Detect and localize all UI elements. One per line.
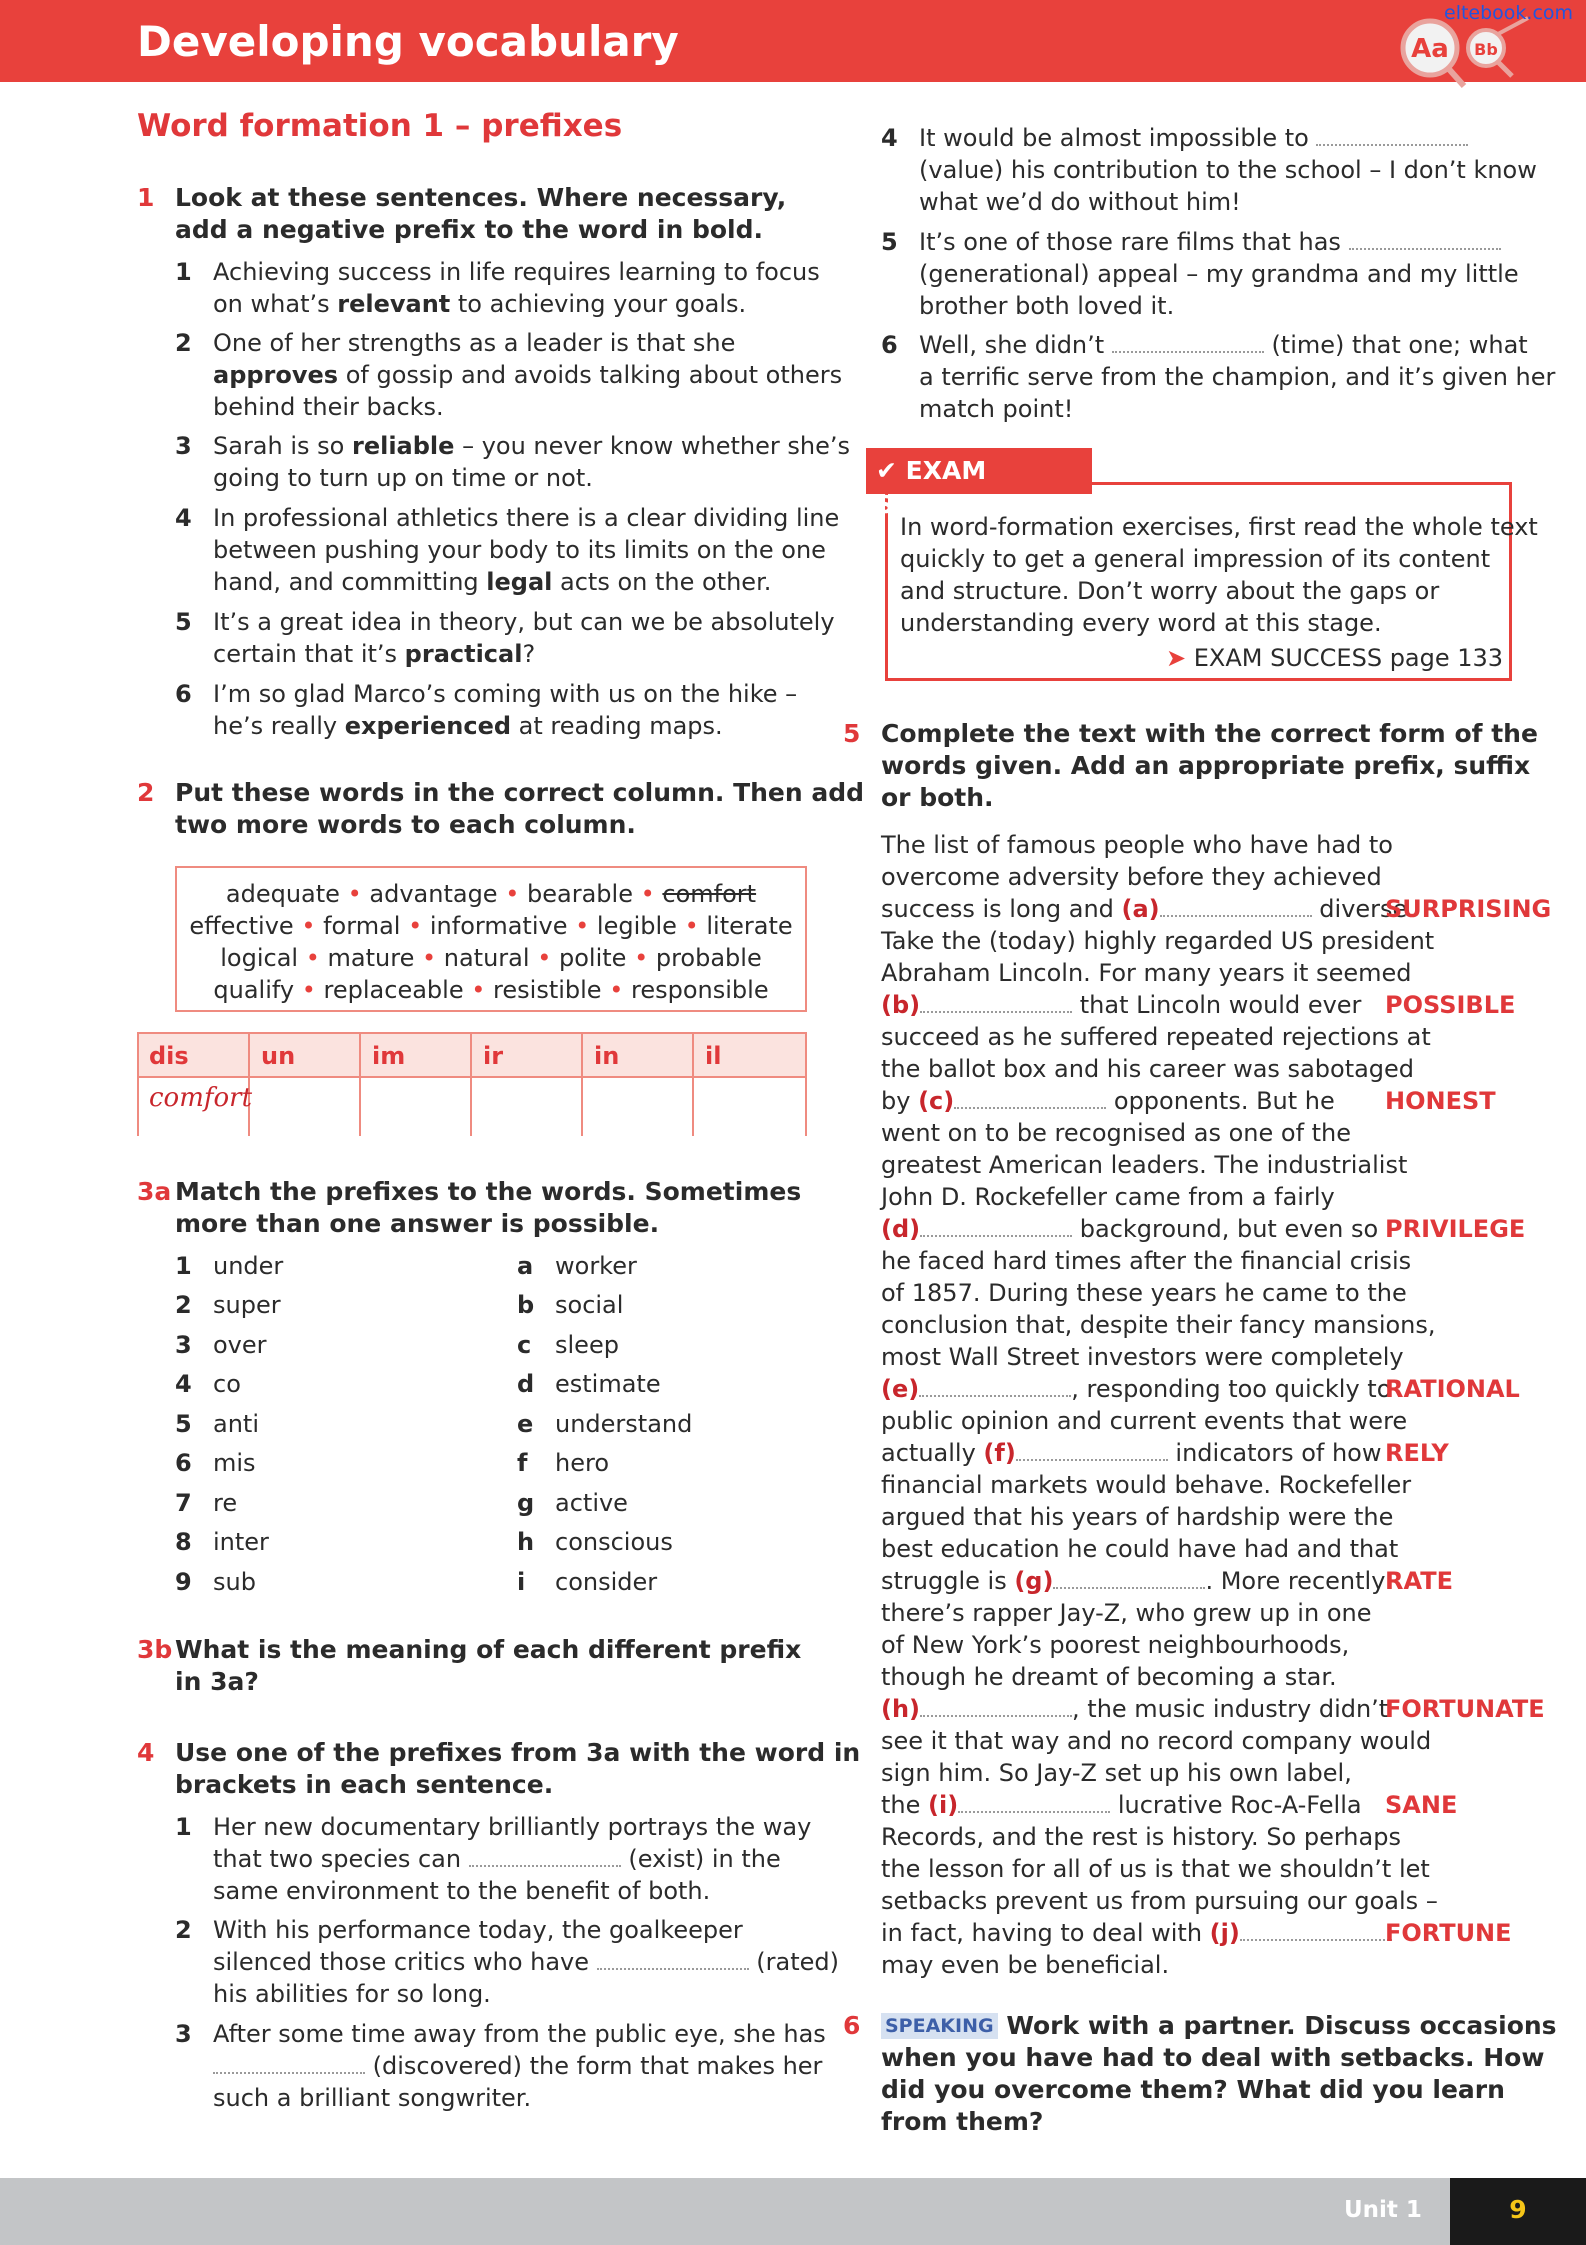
passage-line: best education he could have had and that [881, 1535, 1399, 1563]
ex4-number: 4 [137, 1738, 155, 1767]
word: advantage [369, 880, 498, 908]
passage-line: see it that way and no record company would [881, 1727, 1432, 1755]
passage-line: sign him. So Jay-Z set up his own label, [881, 1759, 1352, 1787]
word: sleep [555, 1331, 619, 1359]
text: background, but even so [1072, 1215, 1379, 1243]
table-divider [581, 1034, 583, 1136]
ex5-instruction-line3: or both. [881, 783, 994, 812]
passage-line: The list of famous people who have had to [881, 831, 1393, 859]
gap-letter: (c) [918, 1087, 955, 1115]
passage-line: of 1857. During these years he came to the [881, 1279, 1407, 1307]
item-letter: b [517, 1291, 535, 1319]
answer-gap[interactable] [597, 1950, 749, 1970]
passage-line: went on to be recognised as one of the [881, 1119, 1352, 1147]
word-box-row [177, 910, 805, 942]
passage-line: setbacks prevent us from pursuing our goals – [881, 1887, 1438, 1915]
word-box [175, 866, 807, 1012]
ex6-instruction-line2: when you have had to deal with setbacks. How [881, 2043, 1545, 2072]
item-number: 7 [175, 1489, 192, 1517]
gap-letter: (a) [1121, 895, 1160, 923]
check-icon: ✔ [876, 456, 897, 485]
text: by [881, 1087, 919, 1115]
prefix: under [213, 1252, 284, 1280]
answer-gap[interactable] [920, 993, 1072, 1013]
passage-line: financial markets would behave. Rockefeller [881, 1471, 1412, 1499]
ex6-number: 6 [843, 2011, 861, 2040]
ex1-item-number: 2 [175, 329, 192, 357]
ex1-instruction: Look at these sentences. Where necessary, add a negative prefix to the word in bold. [175, 183, 787, 244]
item-letter: d [517, 1370, 535, 1398]
ex1-item-2-line: One of her strengths as a leader is that she [213, 329, 736, 357]
speaking-tag: SPEAKING [881, 2013, 998, 2039]
text: to achieving your goals. [450, 290, 747, 318]
ex1-item-1-line2 [213, 288, 746, 320]
text: diverse. [1311, 895, 1415, 923]
exam-success-border [1092, 482, 1512, 485]
answer-gap[interactable] [958, 1793, 1110, 1813]
table-header-cell: in [594, 1042, 620, 1070]
answer-gap[interactable] [1016, 1441, 1168, 1461]
ex5-instruction-line1: Complete the text with the correct form of the [881, 719, 1538, 748]
answer-gap[interactable] [1160, 897, 1312, 917]
word: consider [555, 1568, 658, 1596]
gap-letter: (d) [881, 1215, 921, 1243]
text: opponents. But he [1106, 1087, 1335, 1115]
answer-gap[interactable] [1240, 1921, 1392, 1941]
ex1-number: 1 [137, 183, 155, 212]
text: Sarah is so [213, 432, 352, 460]
word: mature [327, 944, 415, 972]
gap-letter: (e) [881, 1375, 920, 1403]
passage-line: the ballot box and his career was sabotaged [881, 1055, 1415, 1083]
word: formal [323, 912, 401, 940]
prefix: anti [213, 1410, 259, 1438]
exam-success-badge [866, 448, 1092, 519]
ex4-instruction-line2: brackets in each sentence. [175, 1770, 554, 1799]
passage-line: Abraham Lincoln. For many years it seemed [881, 959, 1412, 987]
bold-word: practical [404, 640, 523, 668]
passage-line: though he dreamt of becoming a star. [881, 1663, 1337, 1691]
word: estimate [555, 1370, 661, 1398]
watermark: eltebook.com [1444, 2, 1574, 24]
text: on what’s [213, 290, 338, 318]
table-divider [692, 1034, 694, 1136]
passage-line [881, 1917, 1392, 1949]
passage-line: Take the (today) highly regarded US president [881, 927, 1435, 955]
word: adequate [225, 880, 340, 908]
passage-line: of New York’s poorest neighbourhoods, [881, 1631, 1350, 1659]
table-divider [359, 1034, 361, 1136]
prefix: re [213, 1489, 238, 1517]
ex3a-instruction-line1: Match the prefixes to the words. Sometimes [175, 1177, 802, 1206]
ex1-item-number: 5 [175, 608, 192, 636]
passage-line [881, 1789, 1362, 1821]
prefix: sub [213, 1568, 256, 1596]
exam-success-text: quickly to get a general impression of its content [900, 545, 1491, 573]
table-header-cell: un [261, 1042, 296, 1070]
word: social [555, 1291, 624, 1319]
passage-line: overcome adversity before they achieved [881, 863, 1382, 891]
word-box-row [177, 974, 805, 1006]
word: effective [189, 912, 294, 940]
ex4-item-number: 3 [175, 2020, 192, 2048]
word: probable [655, 944, 762, 972]
passage-line [881, 989, 1361, 1021]
text: It would be almost impossible to [919, 124, 1317, 152]
prompt-word: RATE [1385, 1567, 1453, 1595]
ex1-item-2-line3: behind their backs. [213, 393, 444, 421]
ex1-item-6-line2 [213, 710, 723, 742]
passage-line [881, 1437, 1382, 1469]
table-example-entry: comfort [149, 1083, 253, 1113]
gap-letter: (f) [983, 1439, 1016, 1467]
ex1-item-5-line: It’s a great idea in theory, but can we be absolutely [213, 608, 835, 636]
ex4-item-6-line [919, 329, 1528, 361]
exam-success-text: In word-formation exercises, first read the whole text [900, 513, 1538, 541]
ex3b-instruction-line2: in 3a? [175, 1667, 259, 1696]
word: polite [558, 944, 627, 972]
text: struggle is [881, 1567, 1015, 1595]
word: literate [706, 912, 793, 940]
bold-word: approves [213, 361, 339, 389]
passage-line [881, 1085, 1335, 1117]
answer-gap[interactable] [1316, 126, 1468, 146]
passage-line [881, 893, 1415, 925]
text: (rated) [748, 1948, 839, 1976]
text: that Lincoln would ever [1072, 991, 1362, 1019]
word: qualify [213, 976, 295, 1004]
passage-line: public opinion and current events that were [881, 1407, 1408, 1435]
text: , the music industry didn’t [1072, 1695, 1389, 1723]
bullet-icon: • [640, 880, 655, 908]
ex3b-number: 3b [137, 1635, 173, 1664]
item-letter: a [517, 1252, 534, 1280]
passage-line [881, 1373, 1391, 1405]
passage-line: may even be beneficial. [881, 1951, 1170, 1979]
ex1-item-number: 3 [175, 432, 192, 460]
prompt-word: SANE [1385, 1791, 1458, 1819]
bullet-icon: • [609, 976, 624, 1004]
ex4-item-4-line [919, 122, 1468, 154]
table-header-cell: im [372, 1042, 406, 1070]
word: logical [220, 944, 299, 972]
text: – you never know whether she’s [454, 432, 851, 460]
exam-success-text: and structure. Don’t worry about the gaps or [900, 577, 1440, 605]
ex1-item-number: 4 [175, 504, 192, 532]
gap-letter: (h) [881, 1695, 921, 1723]
text: certain that it’s [213, 640, 405, 668]
ex1-item-number: 6 [175, 680, 192, 708]
word: conscious [555, 1528, 673, 1556]
text: ? [522, 640, 536, 668]
prompt-word: POSSIBLE [1385, 991, 1516, 1019]
prompt-word: FORTUNATE [1385, 1695, 1545, 1723]
passage-line [881, 1693, 1388, 1725]
ex6-instruction-line1 [881, 2010, 1557, 2042]
item-number: 3 [175, 1331, 192, 1359]
bullet-icon: • [505, 880, 520, 908]
page-number: 9 [1509, 2195, 1527, 2224]
table-header-cell: dis [149, 1042, 189, 1070]
text: success is long and [881, 895, 1122, 923]
bullet-icon: • [301, 976, 316, 1004]
passage-line: there’s rapper Jay-Z, who grew up in one [881, 1599, 1372, 1627]
ex4-item-5-line2: (generational) appeal – my grandma and my little [919, 260, 1519, 288]
text: indicators of how [1167, 1439, 1382, 1467]
ex4-item-2-line3: his abilities for so long. [213, 1980, 491, 2008]
ex2-instruction-line1: Put these words in the correct column. Then add [175, 778, 865, 807]
item-letter: h [517, 1528, 535, 1556]
gap-letter: (i) [928, 1791, 959, 1819]
passage-line: greatest American leaders. The industrialist [881, 1151, 1408, 1179]
ex1-item-3-line [213, 430, 850, 462]
exam-success-reference[interactable] [1166, 642, 1503, 674]
word-struck: comfort [662, 880, 757, 908]
passage-line: John D. Rockefeller came from a fairly [881, 1183, 1335, 1211]
answer-gap[interactable] [920, 1697, 1072, 1717]
item-number: 6 [175, 1449, 192, 1477]
passage-line: the lesson for all of us is that we shouldn’t let [881, 1855, 1430, 1883]
passage-line: he faced hard times after the financial crisis [881, 1247, 1412, 1275]
ex3b-instruction-line1: What is the meaning of each different prefix [175, 1635, 802, 1664]
word: informative [429, 912, 568, 940]
bold-word: legal [486, 568, 553, 596]
logo-bb-text: Bb [1474, 40, 1498, 59]
answer-gap[interactable] [1112, 333, 1264, 353]
item-number: 1 [175, 1252, 192, 1280]
word-box-row [177, 942, 805, 974]
passage-line: Records, and the rest is history. So perhaps [881, 1823, 1401, 1851]
bold-word: reliable [351, 432, 455, 460]
ex1-item-2-line2 [213, 359, 842, 391]
text: It’s one of those rare films that has [919, 228, 1349, 256]
item-letter: e [517, 1410, 534, 1438]
passage-line: most Wall Street investors were completely [881, 1343, 1404, 1371]
ex4-item-5-line [919, 226, 1501, 258]
ex4-item-number: 6 [881, 331, 898, 359]
reference-text: EXAM SUCCESS page 133 [1193, 644, 1504, 672]
text: the [881, 1791, 929, 1819]
prefix-table [137, 1032, 807, 1136]
text: of gossip and avoids talking about others [338, 361, 843, 389]
table-divider [470, 1034, 472, 1136]
item-number: 5 [175, 1410, 192, 1438]
section-title: Word formation 1 – prefixes [137, 108, 623, 144]
prompt-word: SURPRISING [1385, 895, 1552, 923]
text: actually [881, 1439, 984, 1467]
text: he’s really [213, 712, 345, 740]
unit-label: Unit 1 [1344, 2197, 1422, 2223]
table-header-cell: il [705, 1042, 722, 1070]
logo-aa-text: Aa [1411, 34, 1449, 64]
word: worker [555, 1252, 637, 1280]
ex2-number: 2 [137, 778, 155, 807]
exam-success-text: understanding every word at this stage. [900, 609, 1382, 637]
answer-gap[interactable] [954, 1089, 1106, 1109]
text: acts on the other. [552, 568, 772, 596]
item-letter: f [517, 1449, 528, 1477]
ex4-item-1-line3: same environment to the benefit of both. [213, 1877, 711, 1905]
item-number: 8 [175, 1528, 192, 1556]
word-box-row [177, 878, 805, 910]
word: active [555, 1489, 628, 1517]
bullet-icon: • [421, 944, 437, 972]
ex5-number: 5 [843, 719, 861, 748]
gap-letter: (g) [1014, 1567, 1054, 1595]
text: in fact, having to deal with [881, 1919, 1210, 1947]
ex4-item-2-line2 [213, 1946, 839, 1978]
ex4-item-3-line: After some time away from the public eye, she has [213, 2020, 826, 2048]
passage-line: conclusion that, despite their fancy mansions, [881, 1311, 1436, 1339]
ex1-item-number: 1 [175, 258, 192, 286]
text: silenced those critics who have [213, 1948, 597, 1976]
bold-word: relevant [337, 290, 451, 318]
ex1-item-4-line: In professional athletics there is a clear dividing line [213, 504, 840, 532]
ex1-item-4-line2: between pushing your body to its limits on the one [213, 536, 826, 564]
ex4-item-number: 1 [175, 1813, 192, 1841]
prompt-word: PRIVILEGE [1385, 1215, 1526, 1243]
item-number: 2 [175, 1291, 192, 1319]
item-number: 4 [175, 1370, 192, 1398]
bullet-icon: • [471, 976, 486, 1004]
text: Work with a partner. Discuss occasions [1006, 2011, 1557, 2040]
bullet-icon: • [408, 912, 423, 940]
table-header-cell: ir [483, 1042, 504, 1070]
ex4-item-number: 2 [175, 1916, 192, 1944]
passage-line: succeed as he suffered repeated rejections at [881, 1023, 1431, 1051]
vocabulary-logo-icon [1390, 14, 1530, 94]
ex1-item-1-line: Achieving success in life requires learning to focus [213, 258, 820, 286]
prefix: super [213, 1291, 281, 1319]
ex4-item-1-line: Her new documentary brilliantly portrays the way [213, 1813, 812, 1841]
prompt-word: RELY [1385, 1439, 1449, 1467]
answer-gap[interactable] [920, 1217, 1072, 1237]
ex1-item-6-line: I’m so glad Marco’s coming with us on the hike – [213, 680, 798, 708]
ex4-instruction-line1: Use one of the prefixes from 3a with the word in [175, 1738, 861, 1767]
label-text: EXAM SUCCESS [876, 456, 1003, 519]
passage-line: argued that his years of hardship were the [881, 1503, 1394, 1531]
text: Well, she didn’t [919, 331, 1112, 359]
text: hand, and committing [213, 568, 487, 596]
item-letter: i [517, 1568, 526, 1596]
ex4-item-5-line3: brother both loved it. [919, 292, 1175, 320]
answer-gap[interactable] [213, 2054, 365, 2074]
arrow-right-icon: ➤ [1166, 644, 1187, 672]
text: at reading maps. [511, 712, 723, 740]
prompt-word: RATIONAL [1385, 1375, 1520, 1403]
ex5-instruction-line2: words given. Add an appropriate prefix, suffix [881, 751, 1531, 780]
prefix: over [213, 1331, 267, 1359]
ex3a-number: 3a [137, 1177, 172, 1206]
word: natural [443, 944, 530, 972]
bullet-icon: • [537, 944, 552, 972]
ex1-item-5-line2 [213, 638, 535, 670]
item-number: 9 [175, 1568, 192, 1596]
gap-letter: (b) [881, 991, 921, 1019]
bullet-icon: • [684, 912, 699, 940]
passage-line [881, 1213, 1378, 1245]
word: understand [555, 1410, 693, 1438]
ex4-item-number: 4 [881, 124, 898, 152]
word: replaceable [323, 976, 464, 1004]
ex4-item-number: 5 [881, 228, 898, 256]
prompt-word: FORTUNE [1385, 1919, 1512, 1947]
prompt-word: HONEST [1385, 1087, 1496, 1115]
page-number-box [1450, 2178, 1586, 2245]
word: legible [596, 912, 677, 940]
text: (discovered) the form that makes her [365, 2052, 823, 2080]
item-letter: g [517, 1489, 535, 1517]
text: (time) that one; what [1263, 331, 1528, 359]
ex4-item-2-line: With his performance today, the goalkeeper [213, 1916, 743, 1944]
word: responsible [631, 976, 769, 1004]
ex4-item-6-line2: a terrific serve from the champion, and it’s given her [919, 363, 1556, 391]
word: bearable [527, 880, 633, 908]
prefix: co [213, 1370, 241, 1398]
bullet-icon: • [634, 944, 649, 972]
gap-letter: (j) [1209, 1919, 1240, 1947]
prefix: inter [213, 1528, 269, 1556]
answer-gap[interactable] [469, 1847, 621, 1867]
text: lucrative Roc-A-Fella [1110, 1791, 1362, 1819]
text: . More recently [1205, 1567, 1386, 1595]
ex4-item-4-line3: what we’d do without him! [919, 188, 1241, 216]
answer-gap[interactable] [1053, 1569, 1205, 1589]
ex4-item-4-line2: (value) his contribution to the school – I don’t know [919, 156, 1537, 184]
answer-gap[interactable] [1349, 230, 1501, 250]
bullet-icon: • [305, 944, 320, 972]
passage-line [881, 1565, 1385, 1597]
text: , responding too quickly to [1071, 1375, 1392, 1403]
word: resistible [493, 976, 602, 1004]
text: that two species can [213, 1845, 469, 1873]
word: hero [555, 1449, 609, 1477]
text: (exist) in the [620, 1845, 781, 1873]
ex6-instruction-line3: did you overcome them? What did you learn [881, 2075, 1505, 2104]
ex3a-instruction-line2: more than one answer is possible. [175, 1209, 660, 1238]
ex4-item-1-line2 [213, 1843, 781, 1875]
ex6-instruction-line4: from them? [881, 2107, 1044, 2136]
bullet-icon: • [301, 912, 316, 940]
bullet-icon: • [575, 912, 590, 940]
ex1-item-3-line2: going to turn up on time or not. [213, 464, 593, 492]
item-letter: c [517, 1331, 532, 1359]
bold-word: experienced [344, 712, 512, 740]
ex4-item-3-line3: such a brilliant songwriter. [213, 2084, 532, 2112]
ex4-item-3-line2 [213, 2050, 822, 2082]
prefix: mis [213, 1449, 256, 1477]
answer-gap[interactable] [919, 1377, 1071, 1397]
bullet-icon: • [347, 880, 362, 908]
ex2-instruction-line2: two more words to each column. [175, 810, 636, 839]
ex4-item-6-line3: match point! [919, 395, 1074, 423]
page-title: Developing vocabulary [137, 17, 679, 66]
ex1-item-4-line3 [213, 566, 771, 598]
